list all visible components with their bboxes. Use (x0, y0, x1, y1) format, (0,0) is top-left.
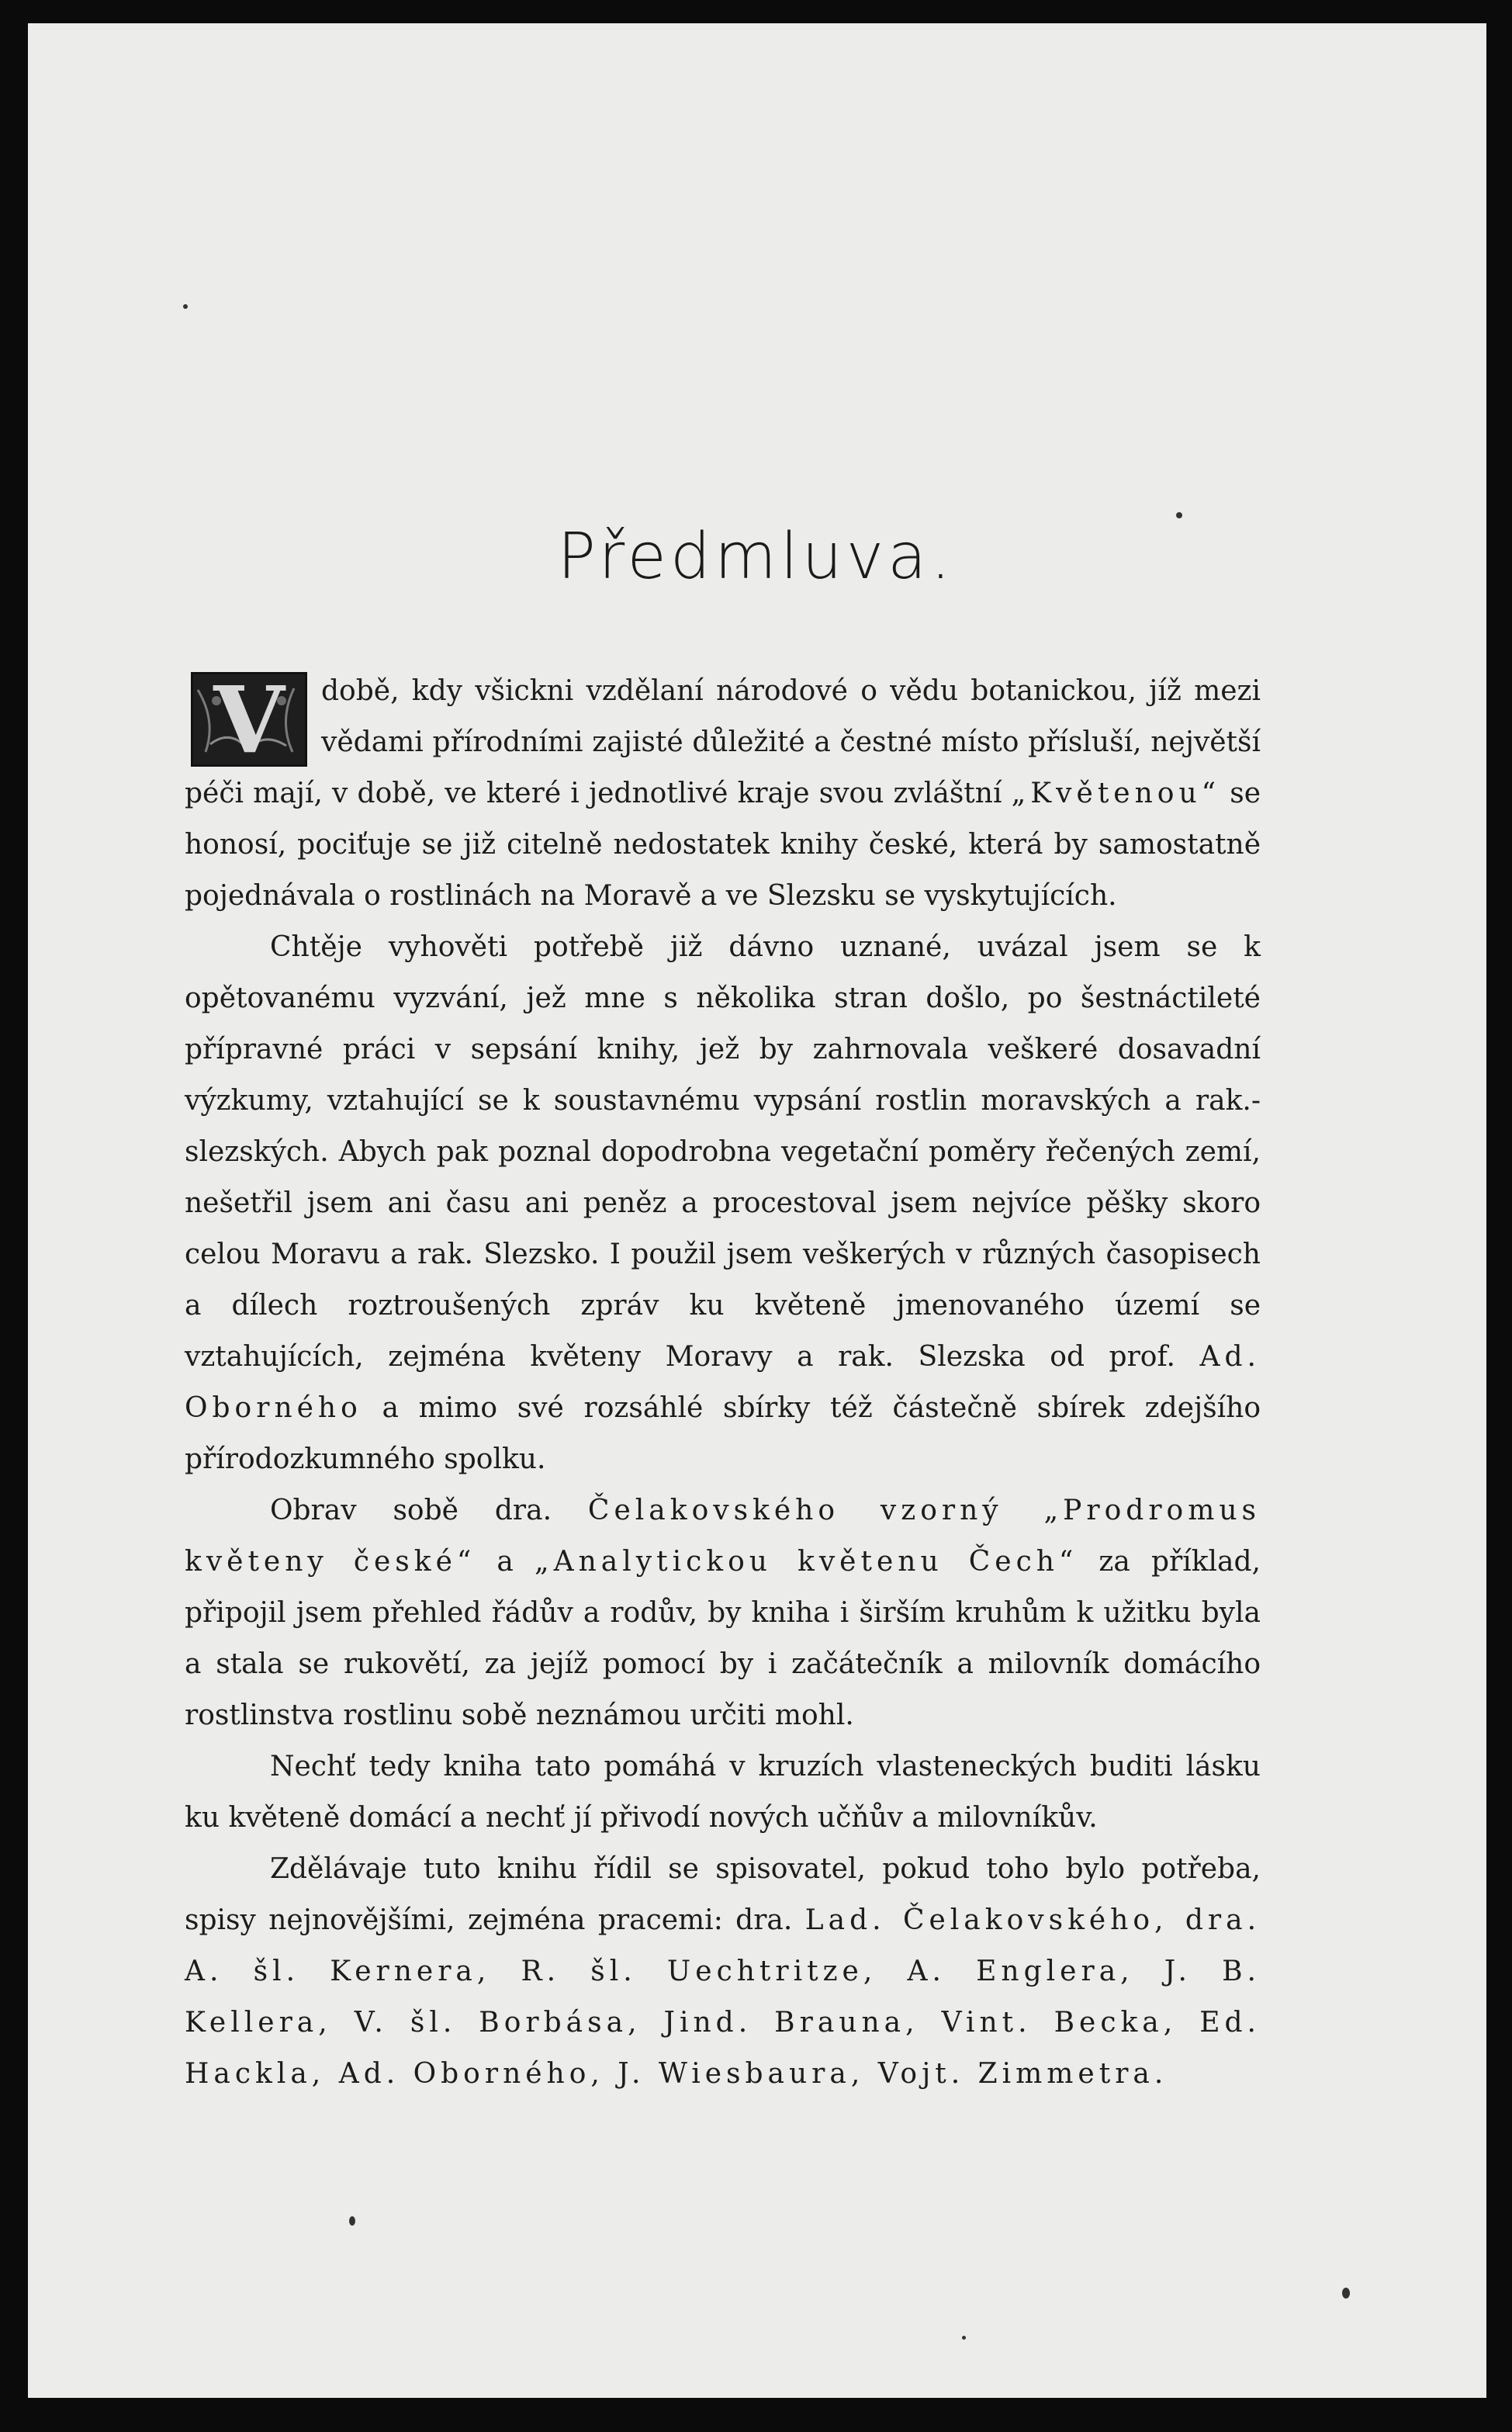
spaced-name-text: Ad. Oborného (185, 1341, 1261, 1424)
drop-cap-letter: V (213, 666, 285, 774)
paragraph (185, 1844, 1261, 2100)
body-text: době, kdy všickni vzdělaní národové o vědu botanickou, jíž mezi vědami přírodními zajisté důležité a čestné místo přísluší, největší péči mají, v době, ve které i jednotlivé kraje svou zvláštní (185, 675, 1261, 809)
spaced-name-text: Lad. Čelakovského, dra. A. šl. Kernera, R. šl. Uechtritze, A. Englera, J. B. Kellera, V. šl. Borbása, Jind. Brauna, Vint. Becka, Ed. Hackla, Ad. Oborného, J. Wiesbaura, Vojt. Zimmetra. (185, 1904, 1261, 2090)
spaced-name-text: Čelakovského vzorný „Prodromus květeny české“ (185, 1495, 1261, 1578)
body-text: za příklad, připojil jsem přehled řádův a rodův, by kniha i širším kruhům k užitku byla a stala se rukovětí, za jejíž pomocí by i začátečník a milovník domácího rostlinstva rostlinu sobě neznámou určiti mohl. (185, 1546, 1261, 1731)
paragraph (185, 1485, 1261, 1741)
body-text: a mimo své rozsáhlé sbírky též částečně sbírek zdejšího přírodozkumného spolku. (185, 1392, 1261, 1475)
body-text: Nechť tedy kniha tato pomáhá v kruzích vlasteneckých buditi lásku ku květeně domácí a nechť jí přivodí nových učňův a milovníkův. (185, 1751, 1261, 1834)
decorated-initial (191, 666, 307, 774)
paragraph (185, 922, 1261, 1485)
ink-speck (1176, 512, 1182, 518)
ink-speck (1342, 2288, 1350, 2299)
body-text: a (476, 1546, 535, 1578)
preface-text (185, 666, 1261, 2100)
spaced-name-text: „Květenou“ (1011, 778, 1221, 809)
paragraph (185, 666, 1261, 922)
body-text: Obrav sobě dra. (270, 1495, 588, 1526)
ink-speck (962, 2336, 966, 2340)
page-title: Předmluva. (557, 520, 955, 594)
body-text: Chtěje vyhověti potřebě již dávno uznané, uvázal jsem se k opětovanému vyzvání, jež mne s několika stran došlo, po šestnáctileté přípravné práci v sepsání knihy, jež by zahrnovala veškeré dosavadní výzkumy, vztahující se k soustavnému vypsání rostlin moravských a rak.-slezských. Abych pak poznal dopodrobna vegetační poměry řečených zemí, nešetřil jsem ani času ani peněz a procestoval jsem nejvíce pěšky skoro celou Moravu a rak. Slezsko. I použil jsem veškerých v různých časopisech a dílech roztroušených zpráv ku květeně jmenovaného území se vztahujících, zejména květeny Moravy a rak. Slezska od prof. (185, 931, 1261, 1373)
body-text: Zdělávaje tuto knihu řídil se spisovatel, pokud toho bylo potřeba, spisy nejnovějšími, zejména pracemi: dra. (185, 1853, 1261, 1936)
ink-speck (349, 2216, 355, 2226)
body-text: se honosí, pociťuje se již citelně nedostatek knihy české, která by samostatně pojednávala o rostlinách na Moravě a ve Slezsku se vyskytujících. (185, 778, 1261, 912)
paragraph (185, 1741, 1261, 1844)
spaced-name-text: „Analytickou květenu Čech“ (534, 1546, 1078, 1578)
ink-speck (183, 304, 188, 309)
